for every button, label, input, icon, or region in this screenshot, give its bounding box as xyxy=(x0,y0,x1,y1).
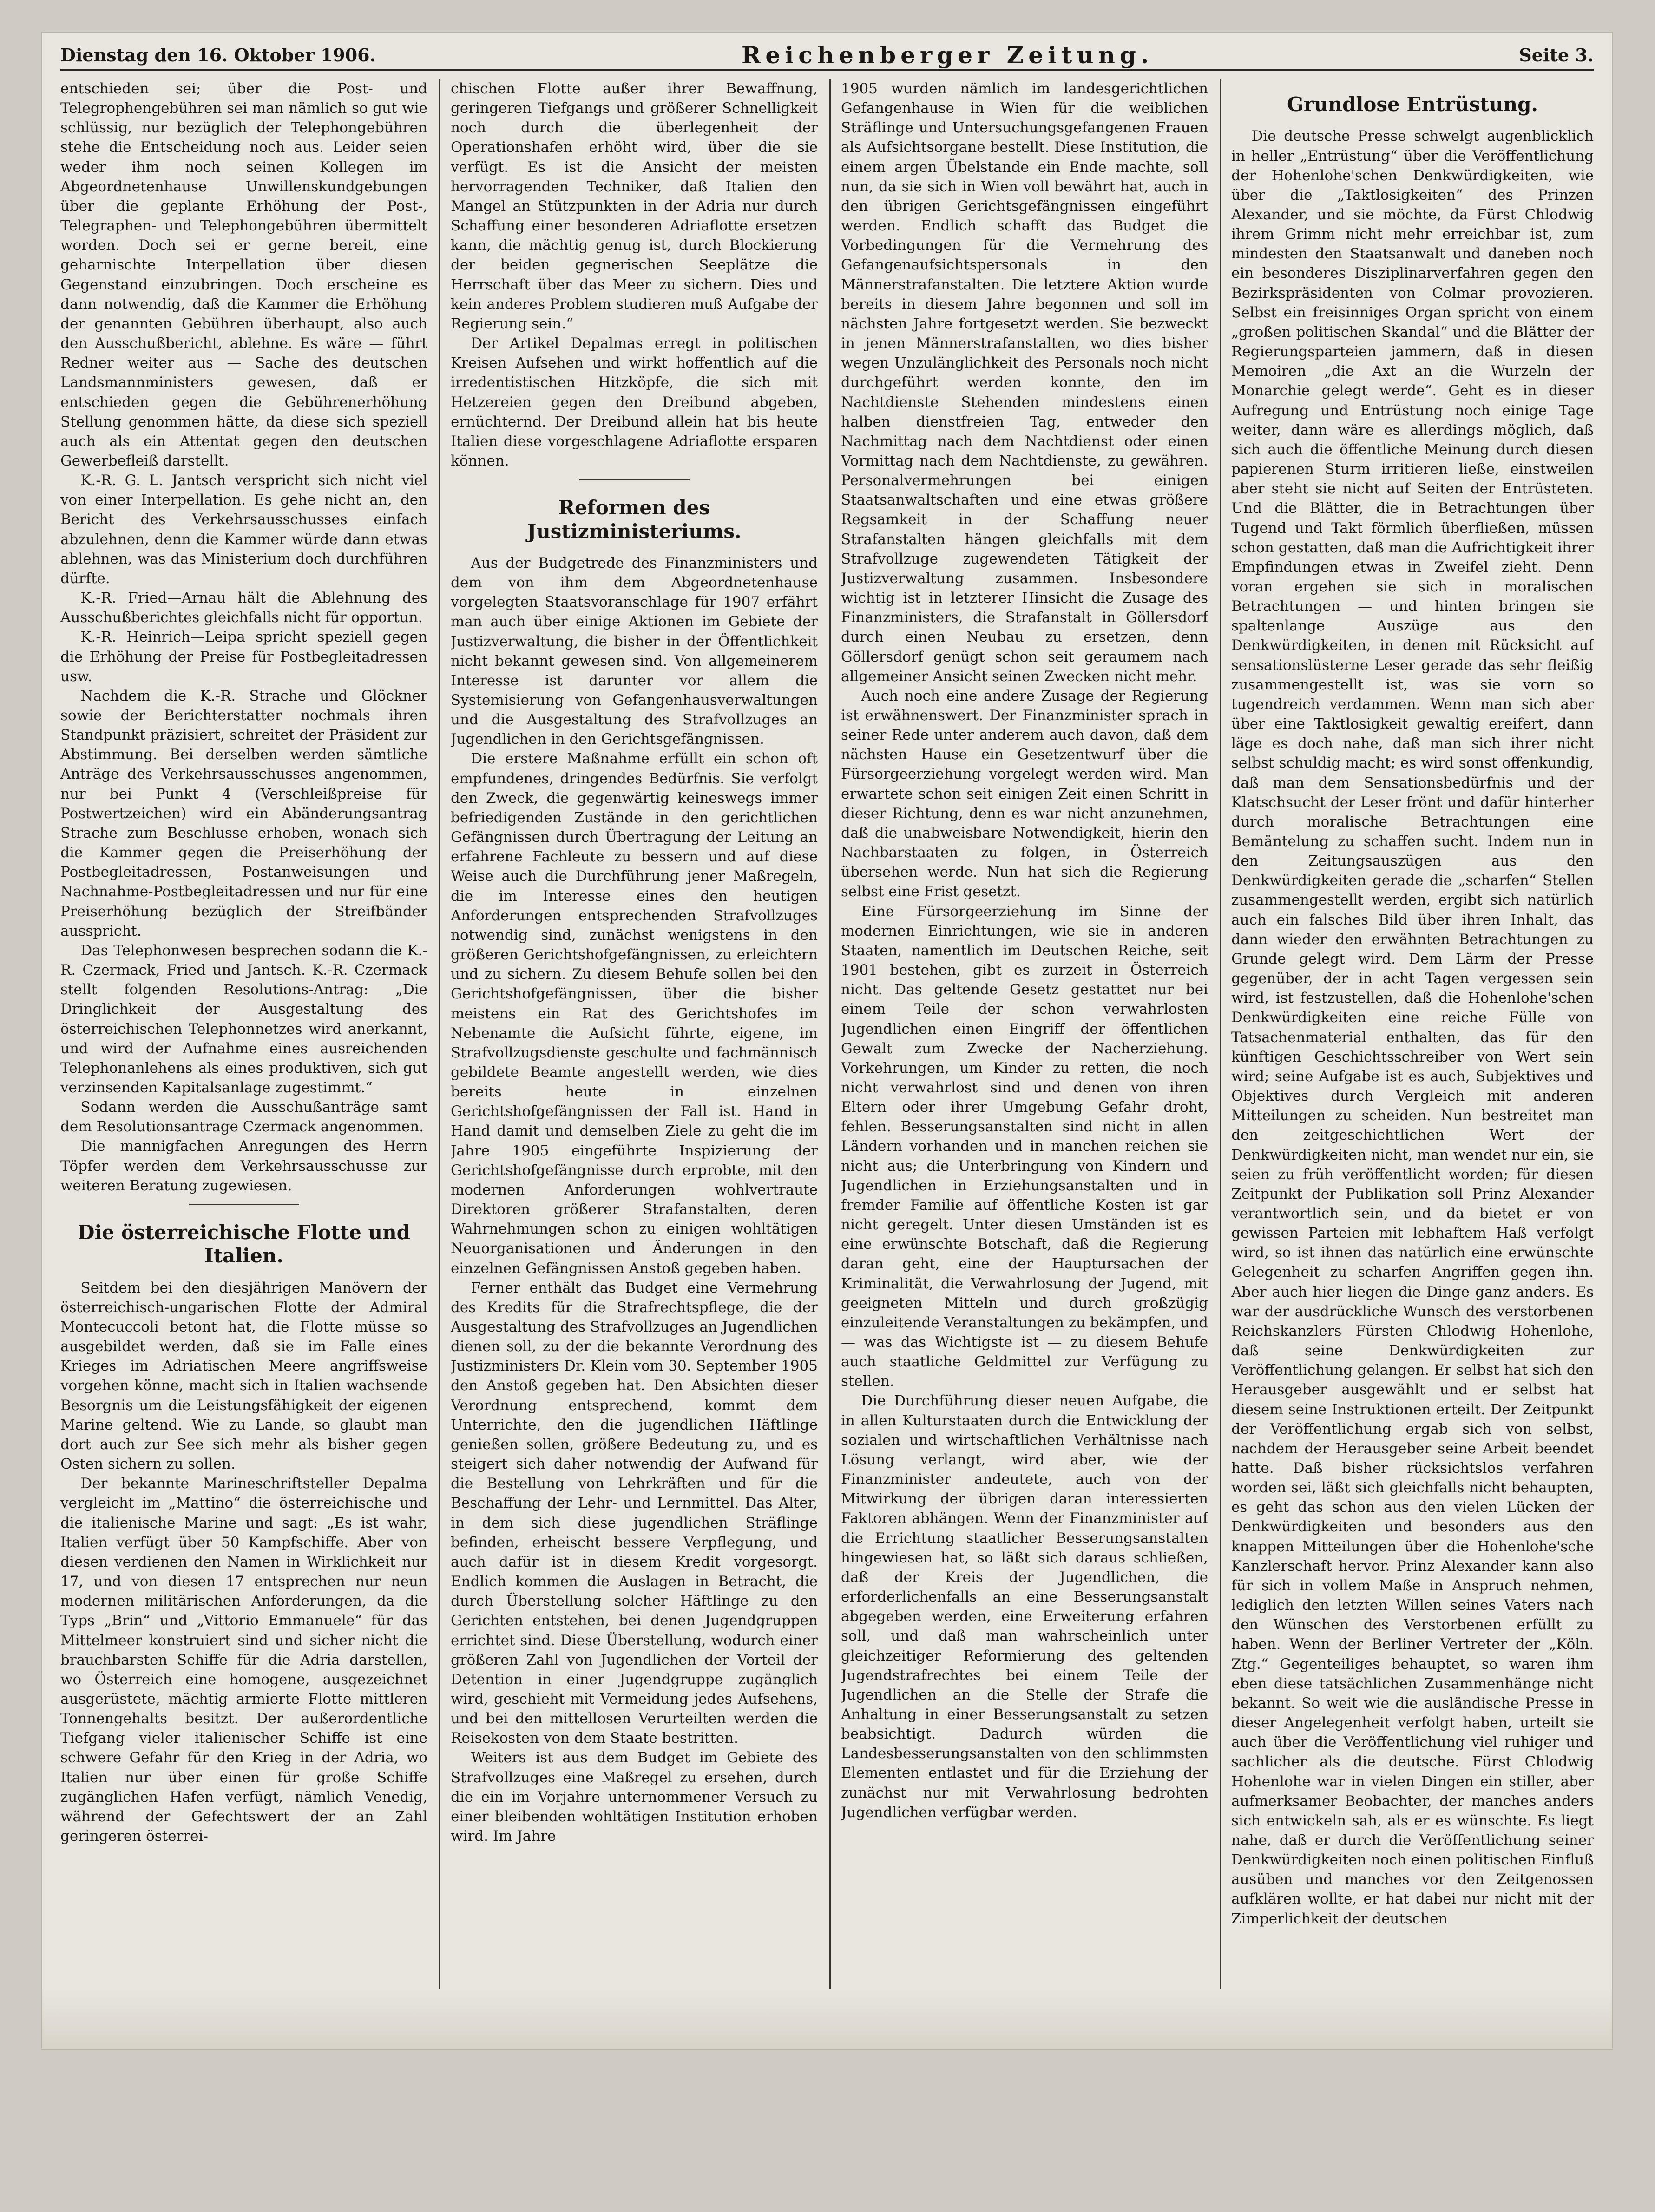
paragraph: Die deutsche Presse schwelgt augenblicklich in heller „Entrüstung“ über die Veröffentlichung der Hohenlohe'schen Denkwürdigkeiten, wie über die „Taktlosigkeiten“ des Prinzen Alexander, und sie möchte, da Fürst Chlodwig ihrem Grimm nicht mehr erreichbar ist, zum mindesten den Staatsanwalt und daneben noch ein besonderes Disziplinarverfahren gegen den Bezirkspräsidenten von Colmar provozieren. Selbst ein freisinniges Organ spricht von einem „großen politischen Skandal“ und die Blätter der Regierungsparteien jammern, daß in diesen Memoiren „die Axt an die Wurzeln der Monarchie gelegt werde“. Geht es in dieser Aufregung und Entrüstung noch einige Tage weiter, dann wäre es allerdings möglich, daß sich auch die öffentliche Meinung durch diesen papierenen Sturm irritieren ließe, einstweilen aber steht sie nicht auf Seiten der Entrüsteten. Und die Blätter, die in Betrachtungen über Tugend und Takt förmlich überfließen, müssen schon gestatten, daß man die Aufrichtigkeit ihrer Empfindungen etwas in Zweifel zieht. Denn voran ergehen sie sich in moralischen Betrachtungen — und hinten bringen sie spaltenlange Auszüge aus den Denkwürdigkeiten, in denen mit Rücksicht auf sensationslüsterne Leser gerade das sehr fleißig zusammengestellt ist, was sie vorn so tugendreich verdammen. Wenn man sich aber über eine Taktlosigkeit gewaltig ereifert, dann läge es doch nahe, daß man sich ihrer nicht selbst schuldig macht; es wird sonst offenkundig, daß man dem Sensationsbedürfnis und der Klatschsucht der Leser frönt und dafür hinterher durch moralische Betrachtungen eine Bemäntelung zu schaffen sucht. Indem nun in den Zeitungsauszügen aus den Denkwürdigkeiten gerade die „scharfen“ Stellen zusammengestellt werden, ergibt sich natürlich auch ein falsches Bild über ihren Inhalt, das dann wieder den erwähnten Betrachtungen zu Grunde gelegt wird. Dem Lärm der Presse gegenüber, der in acht Tagen vergessen sein wird, ist festzustellen, daß die Hohenlohe'schen Denkwürdigkeiten eine reiche Fülle von Tatsachenmaterial enthalten, das für den künftigen Geschichtsschreiber von Wert sein wird; seine Aufgabe ist es auch, Subjektives und Objektives durch Vergleich mit anderen Mitteilungen zu scheiden. Nun bestreitet man den zeitgeschichtlichen Wert der Denkwürdigkeiten nicht, man wendet nur ein, sie seien zu früh veröffentlicht worden; für diesen Zeitpunkt der Publikation soll Prinz Alexander verantwortlich sein, und da bietet er von gewissen Parteien mit lebhaftem Haß verfolgt wird, so ist ihnen das natürlich eine erwünschte Gelegenheit zu scharfen Angriffen gegen ihn. Aber auch hier liegen die Dinge ganz anders. Es war der ausdrückliche Wunsch des verstorbenen Reichskanzlers Fürsten Chlodwig Hohenlohe, daß seine Denkwürdigkeiten zur Veröffentlichung gelangen. Er selbst hat sich den Herausgeber ausgewählt und er selbst hat diesem seine Instruktionen erteilt. Der Zeitpunkt der Veröffentlichung ergab sich von selbst, nachdem der Herausgeber seine Arbeit beendet hatte. Daß bisher rücksichtslos verfahren worden sei, läßt sich gleichfalls nicht behaupten, es geht das schon aus den vielen Lücken der Denkwürdigkeiten und besonders aus den knappen Mitteilungen über die Hohenlohe'sche Kanzlerschaft hervor. Prinz Alexander kann also für sich in vollem Maße in Anspruch nehmen, lediglich den letzten Willen seines Vaters nach den Wünschen des Verstorbenen erfüllt zu haben. Wenn der Berliner Vertreter der „Köln. Ztg.“ Gegenteiliges behauptet, so waren ihm eben diese tatsächlichen Zusammenhänge nicht bekannt. So weit wie die ausländische Presse in dieser Angelegenheit verfolgt haben, urteilt sie auch über die Veröffentlichung viel ruhiger und sachlicher als die deutsche. Fürst Chlodwig Hohenlohe war in vielen Dingen ein stiller, aber aufmerksamer Beobachter, der manches anders sich entwickeln sah, als er es wünschte. Es liegt nahe, daß er durch die Veröffentlichung seiner Denkwürdigkeiten noch einen politischen Einfluß ausüben und manches vor den Zeitgenossen aufklären wollte, er hat dabei nur nicht mit der Zimperlichkeit der deutschen xyxy=(1231,128,1594,1927)
paragraph: chischen Flotte außer ihrer Bewaffnung, geringeren Tiefgangs und größerer Schnelligkeit noch durch die überlegenheit der Operationshafen erhöht wird, über die sie verfügt. Es ist die Ansicht der meisten hervorragenden Techniker, daß Italien den Mangel an Stützpunkten in der Adria nur durch Schaffung einer besonderen Adriaflotte ersetzen kann, die mächtig genug ist, durch Blockierung der beiden gegnerischen Seeplätze die Herrschaft über das Meer zu sichern. Dies und kein anderes Problem studieren muß Aufgabe der Regierung sein.“ xyxy=(451,80,818,332)
paragraph: Der Artikel Depalmas erregt in politischen Kreisen Aufsehen und wirkt hoffentlich auf die irredentistischen Hitzköpfe, die sich mit Hetzereien gegen den Dreibund abgeben, ernüchternd. Der Dreibund allein hat bis heute Italien diese vorgeschlagene Adriaflotte ersparen können. xyxy=(451,335,818,469)
column-3 xyxy=(841,79,1208,2040)
page-bottom-margin xyxy=(42,1989,1612,2049)
paragraph: Eine Fürsorgeerziehung im Sinne der modernen Einrichtungen, wie sie in anderen Staaten, namentlich im Deutschen Reiche, seit 1901 bestehen, gibt es zurzeit in Österreich nicht. Das geltende Gesetz gestattet nur bei einem Teile der schon verwahrlosten Jugendlichen einen Eingriff der öffentlichen Gewalt zum Zwecke der Nacherziehung. Vorkehrungen, um Kinder zu retten, die noch nicht verwahrlost sind und denen von ihren Eltern oder ihrer Umgebung Gefahr droht, fehlen. Besserungsanstalten sind nicht in allen Ländern vorhanden und in manchen reichen sie nicht aus; die Unterbringung von Kindern und Jugendlichen in Erziehungsanstalten und in fremder Familie auf öffentliche Kosten ist gar nicht geregelt. Unter diesen Umständen ist es eine erwünschte Botschaft, daß die Regierung daran geht, eine der Hauptursachen der Kriminalität, die Verwahrlosung der Jugend, mit geeigneten Mitteln und durch großzügig einzuleitende Veranstaltungen zu bekämpfen, und — was das Wichtigste ist — zu diesem Behufe auch staatliche Geldmittel zur Verfügung zu stellen. xyxy=(841,903,1208,1390)
article-headline: Grundlose Entrüstung. xyxy=(1287,93,1538,116)
paragraph: Die Durchführung dieser neuen Aufgabe, die in allen Kulturstaaten durch die Entwicklung der sozialen und wirtschaftlichen Verhältnisse nach Lösung verlangt, wird aber, wie der Finanzminister andeutete, auch von der Mitwirkung der übrigen daran interessierten Faktoren abhängen. Wenn der Finanzminister auf die Errichtung staatlicher Besserungsanstalten hingewiesen hat, so läßt sich daraus schließen, daß der Kreis der Jugendlichen, die erforderlichenfalls an eine Besserungsanstalt abgegeben werden, eine Erweiterung erfahren soll, und daß man wahrscheinlich unter gleichzeitiger Reformierung des geltenden Jugendstrafrechtes bei einem Teile der Jugendlichen an die Stelle der Strafe die Anhaltung in einer Besserungsanstalt zu setzen beabsichtigt. Dadurch würden die Landesbesserungsanstalten von den schlimmsten Elementen entlastet und für die Erziehung der zunächst nur mit Verwahrlosung bedrohten Jugendlichen verfügbar werden. xyxy=(841,1392,1208,1821)
column-1 xyxy=(60,79,427,2040)
paragraph: Seitdem bei den diesjährigen Manövern der österreichisch-ungarischen Flotte der Admiral Montecuccoli betont hat, die Flotte müsse so ausgebildet werden, daß sie im Falle eines Krieges im Adriatischen Meere angriffsweise vorgehen könne, macht sich in Italien wachsende Besorgnis um die Leistungsfähigkeit der eigenen Marine geltend. Wie zu Lande, so glaubt man dort auch zur See sich mehr als bisher gegen Osten sichern zu sollen. xyxy=(60,1279,427,1473)
paragraph: Die erstere Maßnahme erfüllt ein schon oft empfundenes, dringendes Bedürfnis. Sie verfolgt den Zweck, die gegenwärtig keineswegs immer befriedigenden Zustände in den gerichtlichen Gefängnissen durch Übertragung der Leitung an erfahrene Fachleute zu bessern und auf diese Weise auch die Durchführung jener Maßregeln, die im Interesse eines den heutigen Anforderungen entsprechenden Strafvollzuges notwendig sind, zunächst wenigstens in den größeren Gerichtshofgefängnissen, zu erleichtern und zu sichern. Zu diesem Behufe sollen bei den Gerichtshofgefängnissen, über die bisher meistens ein Rat des Gerichtshofes im Nebenamte die Aufsicht führte, eigene, im Strafvollzugsdienste geschulte und fachmännisch gebildete Beamte angestellt werden, wie dies bereits heute in einzelnen Gerichtshofgefängnissen der Fall ist. Hand in Hand damit und demselben Ziele zu geht die im Jahre 1905 eingeführte Inspizierung der Gerichtshofgefängnisse durch erprobte, mit den modernen Anforderungen wohlvertraute Direktoren größerer Strafanstalten, deren Wahrnehmungen schon zu einigen wohltätigen Neuorganisationen und Änderungen in den einzelnen Gefängnissen Anstoß gegeben haben. xyxy=(451,750,818,1277)
newspaper-title: Reichenberger Zeitung. xyxy=(741,41,1154,69)
paragraph: K.-R. G. L. Jantsch verspricht sich nicht viel von einer Interpellation. Es gehe nicht an, den Bericht des Verkehrsausschusses einfach abzulehnen, denn die Kammer würde dann etwas ablehnen, was das Ministerium doch durchführen dürfte. xyxy=(60,472,427,587)
paragraph: Der bekannte Marineschriftsteller Depalma vergleicht im „Mattino“ die österreichische und die italienische Marine und sagt: „Es ist wahr, Italien verfügt über 50 Kampfschiffe. Aber von diesen verdienen den Namen in Wirklichkeit nur 17, und von diesen 17 entsprechen nur neun modernen militärischen Anforderungen, da die Typs „Brin“ und „Vittorio Emmanuele“ für das Mittelmeer konstruiert sind und sicher nicht die brauchbarsten Schiffe für die Adria darstellen, wo Österreich eine homogene, ausgezeichnet ausgerüstete, mächtig armierte Flotte mittleren Tonnengehalts besitzt. Der außerordentliche Tiefgang vieler italienischer Schiffe ist eine schwere Gefahr für den Krieg in der Adria, wo Italien nur über einen für große Schiffe zugänglichen Hafen verfügt, nämlich Venedig, während der Gefechtswert der an Zahl geringeren österrei- xyxy=(60,1475,427,1845)
page-number: Seite 3. xyxy=(1519,44,1594,66)
paragraph: Nachdem die K.-R. Strache und Glöckner sowie der Berichterstatter nochmals ihren Standpunkt präzisiert, schreitet der Präsident zur Abstimmung. Bei derselben werden sämtliche Anträge des Verkehrsausschusses angenommen, nur bei Punkt 4 (Verschleißpreise für Postwertzeichen) wird ein Abänderungsantrag Strache zum Beschlusse erhoben, wonach sich die Kammer gegen die Preiserhöhung der Postbegleitadressen, Postanweisungen und Nachnahme-Postbegleitadressen und nur für eine Preiserhöhung bezüglich der Streifbänder ausspricht. xyxy=(60,687,427,939)
newspaper-page xyxy=(42,33,1612,2049)
page-header xyxy=(60,41,1594,71)
paragraph: 1905 wurden nämlich im landesgerichtlichen Gefangenhause in Wien für die weiblichen Sträflinge und Untersuchungsgefangenen Frauen als Aufsichtsorgane bestellt. Diese Institution, die einem argen Übelstande ein Ende machte, soll nun, da sie sich in Wien voll bewährt hat, auch in den übrigen Gerichtsgefängnissen eingeführt werden. Endlich schafft das Budget die Vorbedingungen für die Vermehrung des Gefangenaufsichtspersonals in den Männerstrafanstalten. Die letztere Aktion wurde bereits in diesem Jahre begonnen und soll im nächsten Jahre fortgesetzt werden. Sie bezweckt in jenen Männerstrafanstalten, wo dies bisher wegen Unzulänglichkeit des Personals noch nicht durchgeführt werden konnte, den im Nachtdienste Stehenden mindestens einen halben dienstfreien Tag, entweder den Nachmittag nach dem Nachtdienst oder einen Vormittag nach dem Nachtdienste, zu gewähren. Personalvermehrungen bei einigen Staatsanwaltschaften und eine etwas größere Regsamkeit in der Schaffung neuer Strafanstalten hängen gleichfalls mit dem Strafvollzuge zugewendeten Tätigkeit der Justizverwaltung zusammen. Insbesondere wichtig ist in letzterer Hinsicht die Zusage des Finanzministers, die Strafanstalt in Göllersdorf durch einen Neubau zu ersetzen, denn Göllersdorf genügt schon seit geraumem nach allgemeiner Ansicht seinen Zwecken nicht mehr. xyxy=(841,80,1208,685)
section-separator xyxy=(189,1204,299,1205)
paragraph: Sodann werden die Ausschußanträge samt dem Resolutionsantrage Czermack angenommen. xyxy=(60,1099,427,1136)
paragraph: K.-R. Heinrich—Leipa spricht speziell gegen die Erhöhung der Preise für Postbegleitadressen usw. xyxy=(60,629,427,685)
column-rule xyxy=(1220,79,1221,2021)
paragraph: Auch noch eine andere Zusage der Regierung ist erwähnenswert. Der Finanzminister sprach in seiner Rede unter anderem auch davon, daß dem nächsten Hause ein Gesetzentwurf über die Fürsorgeerziehung vorgelegt werden wird. Man erwartete schon seit einigen Zeit einen Schritt in dieser Richtung, denn es war nicht anzunehmen, daß die unabweisbare Notwendigkeit, hierin den Nachbarstaaten zu folgen, in Österreich übersehen werde. Nun hat sich die Regierung selbst eine Frist gesetzt. xyxy=(841,687,1208,900)
paragraph: Weiters ist aus dem Budget im Gebiete des Strafvollzuges eine Maßregel zu ersehen, durch die ein im Vorjahre unternommener Versuch zu einer bleibenden wohltätigen Institution erhoben wird. Im Jahre xyxy=(451,1749,818,1845)
paragraph: Aus der Budgetrede des Finanzministers und dem von ihm dem Abgeordnetenhause vorgelegten Staatsvoranschlage für 1907 erfährt man auch über einige Aktionen im Gebiete der Justizverwaltung, die bisher in der Öffentlichkeit nicht bekannt gewesen sind. Von allgemeinerem Interesse ist darunter vor allem die Systemisierung von Gefangenhausverwaltungen und die Ausgestaltung des Strafvollzuges an Jugendlichen in den Gerichtsgefängnissen. xyxy=(451,554,818,748)
section-separator xyxy=(579,479,690,480)
column-rule xyxy=(829,79,831,2021)
article-headline: Die österreichische Flotte und Italien. xyxy=(78,1221,410,1267)
paragraph: Ferner enthält das Budget eine Vermehrung des Kredits für die Strafrechtspflege, die der Ausgestaltung des Strafvollzuges an Jugendlichen dienen soll, zu der die bekannte Verordnung des Justizministers Dr. Klein vom 30. September 1905 den Anstoß gegeben hat. Den Absichten dieser Verordnung entsprechend, kommt dem Unterrichte, den die jugendlichen Häftlinge genießen sollen, größere Bedeutung zu, und es steigert sich daher notwendig der Aufwand für die Bestellung von Lehrkräften und für die Beschaffung der Lehr- und Lernmittel. Das Alter, in dem sich diese jugendlichen Sträflinge befinden, erheischt bessere Verpflegung, und auch dafür ist in diesem Kredit vorgesorgt. Endlich kommen die Auslagen in Betracht, die durch Überstellung solcher Häftlinge zu den Gerichten entstehen, bei denen Jugendgruppen errichtet sind. Diese Überstellung, wodurch einer größeren Zahl von Jugendlichen der Vorteil der Detention in einer Jugendgruppe zugänglich wird, geschieht mit Vermeidung jedes Aufsehens, und bei den mittellosen Verurteilten werden die Reisekosten von dem Staate bestritten. xyxy=(451,1279,818,1747)
paragraph: Die mannigfachen Anregungen des Herrn Töpfer werden dem Verkehrsausschusse zur weiteren Beratung zugewiesen. xyxy=(60,1138,427,1194)
article-headline: Reformen des Justizministeriums. xyxy=(527,496,742,543)
paragraph: Das Telephonwesen besprechen sodann die K.-R. Czermack, Fried und Jantsch. K.-R. Czermack stellt folgenden Resolutions-Antrag: „Die Dringlichkeit der Ausgestaltung des österreichischen Telephonnetzes wird anerkannt, und wird der Aufnahme eines ausreichenden Telephonanlehens als eines produktiven, sich gut verzinsenden Kapitalsanlage zugestimmt.“ xyxy=(60,942,427,1096)
issue-date: Dienstag den 16. Oktober 1906. xyxy=(60,44,376,66)
column-2 xyxy=(451,79,818,2040)
column-rule xyxy=(439,79,440,2021)
paragraph: K.-R. Fried—Arnau hält die Ablehnung des Ausschußberichtes gleichfalls nicht für opportun. xyxy=(60,590,427,626)
column-4 xyxy=(1231,79,1594,2040)
paragraph: entschieden sei; über die Post- und Telegrophengebühren sei man nämlich so gut wie schlüssig, nur bezüglich der Telephongebühren stehe die Entscheidung noch aus. Leider seien weder ihm noch seinen Kollegen im Abgeordnetenhause Unwillenskundgebungen über die geplante Erhöhung der Post-, Telegraphen- und Telephongebühren übermittelt worden. Doch sei er gerne bereit, eine geharnischte Interpellation über diesen Gegenstand einzubringen. Doch erscheine es dann notwendig, daß die Kammer die Erhöhung der genannten Gebühren überhaupt, also auch den Ausschußbericht, ablehne. Es wäre — führt Redner weiter aus — Sache des deutschen Landsmannministers gewesen, daß er entschieden gegen die Gebührenerhöhung Stellung genommen hätte, da diese sich speziell auch als ein Attentat gegen den deutschen Gewerbefleiß darstellt. xyxy=(60,80,427,469)
